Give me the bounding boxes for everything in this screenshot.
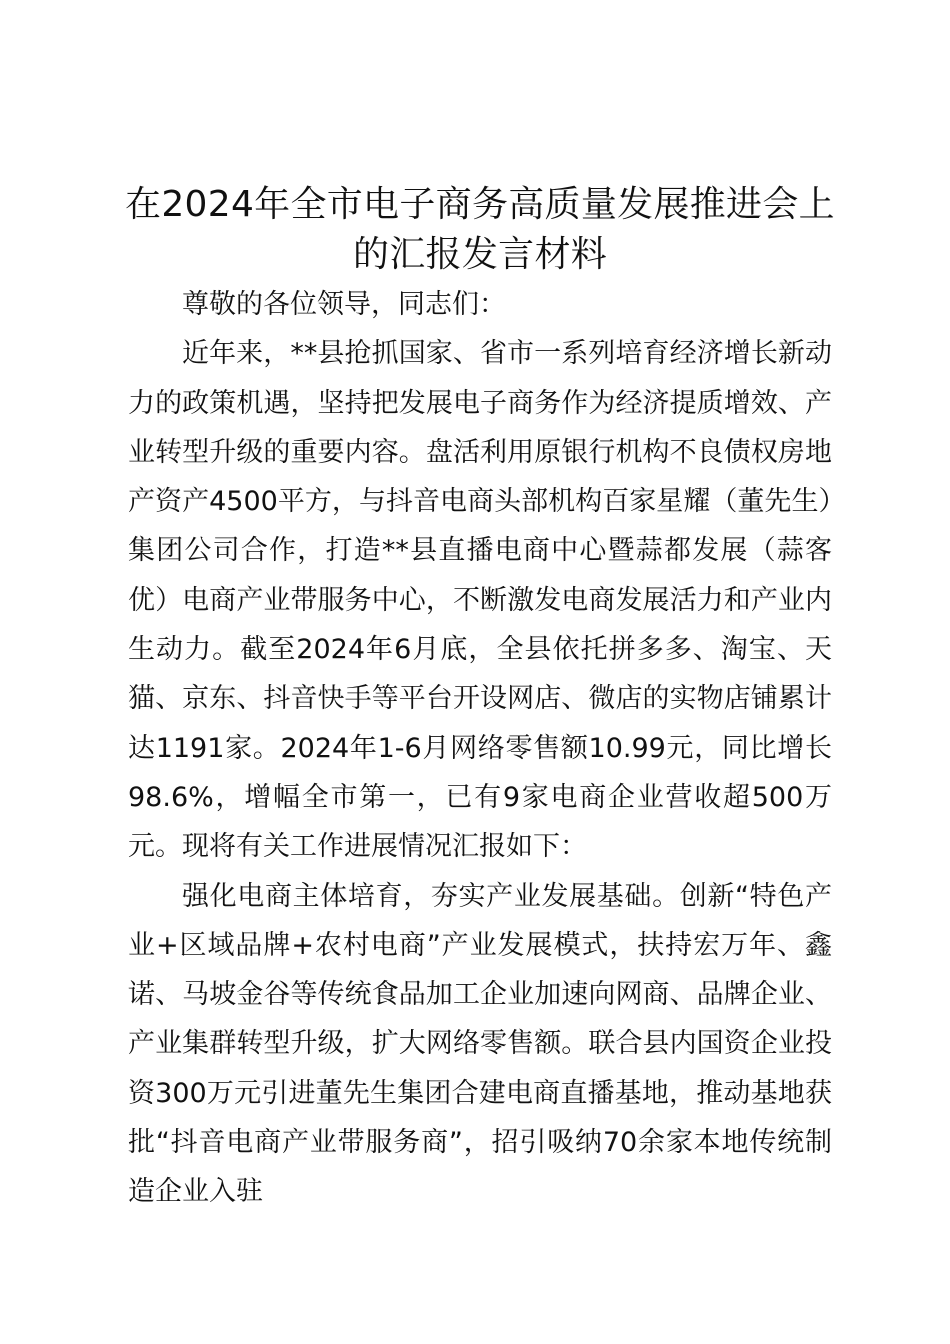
section-paragraph: 强化电商主体培育，夯实产业发展基础。创新“特色产业+区域品牌+农村电商”产业发展模式，扶持宏万年、鑫诺、马坡金谷等传统食品加工企业加速向网商、品牌企业、产业集群转型升级，扩大网络零售额。联合县内国资企业投资300万元引进董先生集团合建电商直播基地，推动基地获批“抖音电商产业带服务商”，招引吸纳70余家本地传统制造企业入驻 (128, 880, 832, 1208)
document-body (128, 280, 832, 1217)
salutation-paragraph: 尊敬的各位领导，同志们： (182, 289, 506, 320)
intro-paragraph: 近年来，**县抢抓国家、省市一系列培育经济增长新动力的政策机遇，坚持把发展电子商务作为经济提质增效、产业转型升级的重要内容。盘活利用原银行机构不良债权房地产资产4500平方，与抖音电商头部机构百家星耀（董先生）集团公司合作，打造**县直播电商中心暨蒜都发展（蒜客优）电商产业带服务中心，不断激发电商发展活力和产业内生动力。截至2024年6月底，全县依托拼多多、淘宝、天猫、京东、抖音快手等平台开设网店、微店的实物店铺累计达1191家。2024年1-6月网络零售额10.99元，同比增长98.6%，增幅全市第一，已有9家电商企业营收超500万元。现将有关工作进展情况汇报如下： (128, 338, 832, 863)
document-title: 在2024年全市电子商务高质量发展推进会上的汇报发言材料 (125, 184, 835, 275)
